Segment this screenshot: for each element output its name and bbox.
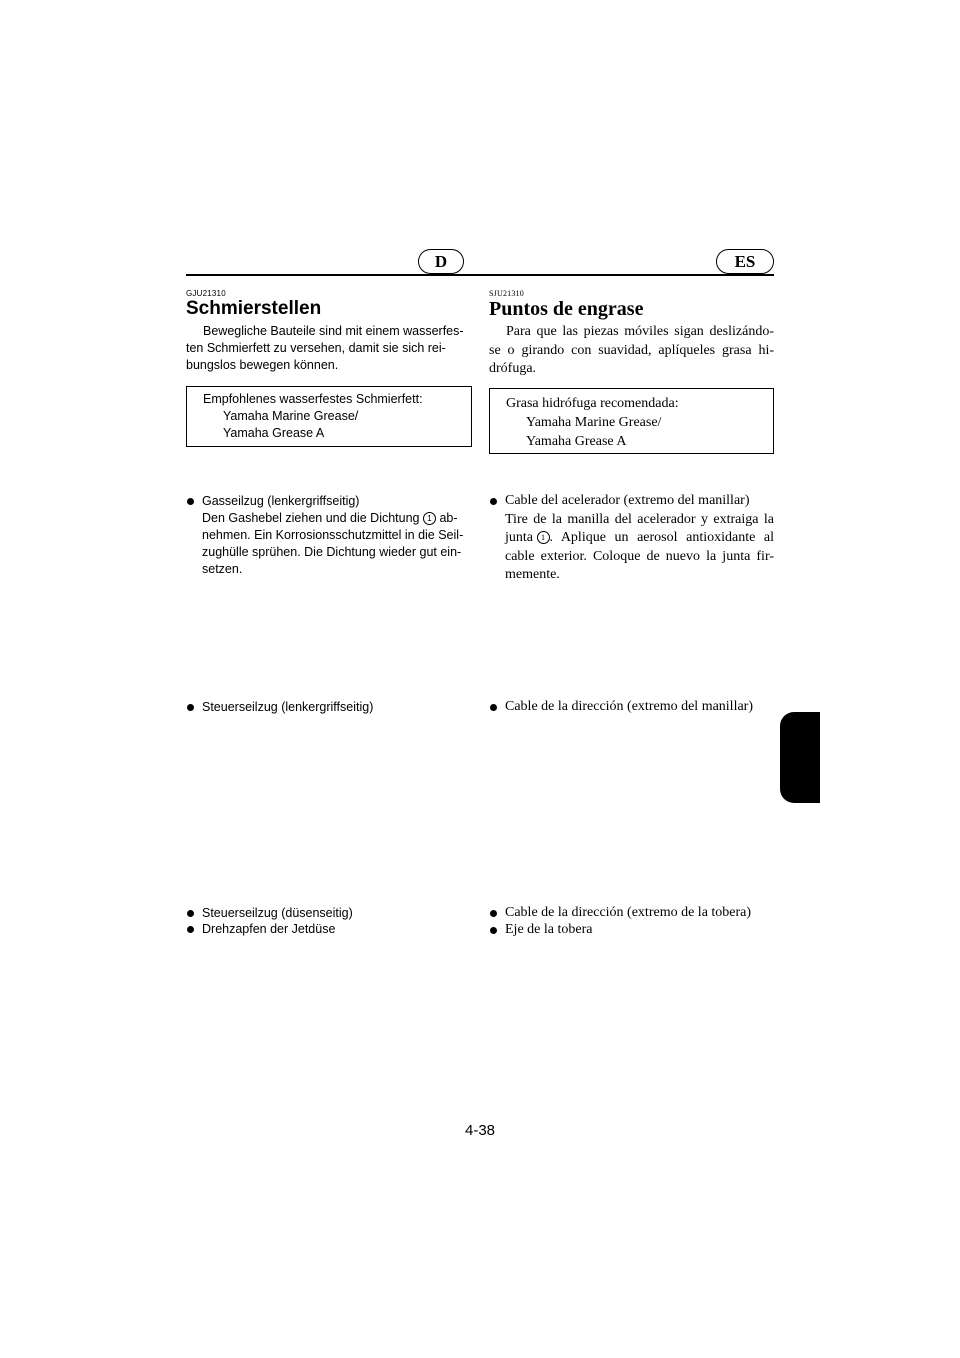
bullet-line-de-1-start: Den Gashebel ziehen und die Dichtung [202, 511, 423, 525]
intro-paragraph-de [186, 323, 476, 374]
intro-paragraph-es [489, 323, 774, 379]
grease-spec-item-es-2: Yamaha Grease A [526, 434, 627, 449]
grease-spec-item-de-2: Yamaha Grease A [223, 426, 325, 440]
section-code-es: SJU21310 [489, 289, 524, 298]
callout-number-icon: 1 [537, 531, 550, 544]
callout-number-icon: 1 [423, 512, 436, 525]
bullet-item-de-2 [187, 699, 373, 716]
page-number: 4-38 [464, 1122, 496, 1139]
grease-spec-label-de: Empfohlenes wasserfestes Schmierfett: [203, 392, 423, 406]
bullet-icon [187, 926, 194, 933]
bullet-line-es-3: cable exterior. Coloque de nuevo la junta fir- [505, 548, 774, 564]
grease-spec-item-es-1: Yamaha Marine Grease/ [526, 415, 662, 430]
intro-line-de-3: bungslos bewegen können. [186, 358, 339, 372]
bullet-text-es-4: Eje de la tobera [505, 922, 593, 937]
bullet-item-es-4 [490, 921, 592, 940]
bullet-item-de-3 [187, 905, 353, 922]
bullet-icon [187, 498, 194, 505]
bullet-title-es-1: Cable del acelerador (extremo del manillar) [505, 493, 750, 508]
bullet-item-de-4 [187, 921, 335, 938]
bullet-line-de-3: zughülle sprühen. Die Dichtung wieder gut ein- [202, 545, 462, 559]
section-code-de: GJU21310 [186, 289, 226, 298]
section-title-de: Schmierstellen [186, 298, 322, 319]
grease-spec-label-es: Grasa hidrófuga recomendada: [506, 396, 679, 411]
intro-line-de-1: Bewegliche Bauteile sind mit einem wasserfes- [203, 324, 464, 338]
bullet-icon [187, 704, 194, 711]
bullet-icon [490, 498, 497, 505]
language-badge-de [418, 249, 464, 274]
bullet-icon [490, 910, 497, 917]
bullet-line-de-4: setzen. [202, 562, 243, 576]
bullet-line-de-2: nehmen. Ein Korrosionsschutzmittel in die Seil- [202, 528, 464, 542]
bullet-text-es-2: Cable de la dirección (extremo del manillar) [505, 699, 754, 714]
bullet-item-es-2 [490, 698, 753, 717]
bullet-item-es-1 [490, 492, 774, 585]
bullet-text-de-2: Steuerseilzug (lenkergriffseitig) [202, 700, 374, 714]
grease-spec-box-de [186, 386, 472, 447]
bullet-line-de-1-end: ab- [435, 511, 458, 525]
bullet-line-es-2 [505, 529, 774, 548]
bullet-line-es-2-prefix: junta [505, 530, 537, 545]
bullet-text-es-3: Cable de la dirección (extremo de la tobera) [505, 905, 752, 920]
bullet-line-es-2-end: . Aplique un aerosol antioxidante al [549, 530, 774, 545]
language-badge-de-label: D [434, 251, 448, 271]
bullet-body-de-1 [202, 493, 463, 578]
bullet-line-es-1: Tire de la manilla del acelerador y extraiga la [505, 511, 774, 527]
intro-line-de-2: ten Schmierfett zu versehen, damit sie sich rei- [186, 341, 446, 355]
language-badge-es [716, 249, 774, 274]
intro-line-es-2: se o girando con suavidad, aplíqueles grasa hi- [489, 342, 774, 358]
bullet-text-de-3: Steuerseilzug (düsenseitig) [202, 906, 353, 920]
bullet-item-de-1 [187, 493, 472, 578]
grease-spec-item-de-1: Yamaha Marine Grease/ [223, 409, 359, 423]
bullet-body-es-1 [505, 492, 774, 585]
section-title-es: Puntos de engrase [489, 298, 644, 320]
bullet-line-es-2-start [505, 529, 550, 548]
bullet-title-de-1: Gasseilzug (lenkergriffseitig) [202, 494, 360, 508]
bullet-line-es-4: memente. [505, 567, 560, 582]
bullet-icon [490, 704, 497, 711]
bullet-text-de-4: Drehzapfen der Jetdüse [202, 922, 336, 936]
bullet-item-es-3 [490, 904, 751, 923]
intro-line-es-3: drófuga. [489, 361, 537, 376]
bullet-icon [187, 910, 194, 917]
bullet-line-de-1 [202, 510, 463, 527]
grease-spec-box-es [489, 388, 774, 454]
intro-line-es-1: Para que las piezas móviles sigan deslizándo- [506, 324, 774, 339]
language-badge-es-label: ES [734, 251, 756, 271]
header-rule [186, 274, 774, 276]
bullet-icon [490, 927, 497, 934]
chapter-thumb-tab [780, 712, 820, 803]
